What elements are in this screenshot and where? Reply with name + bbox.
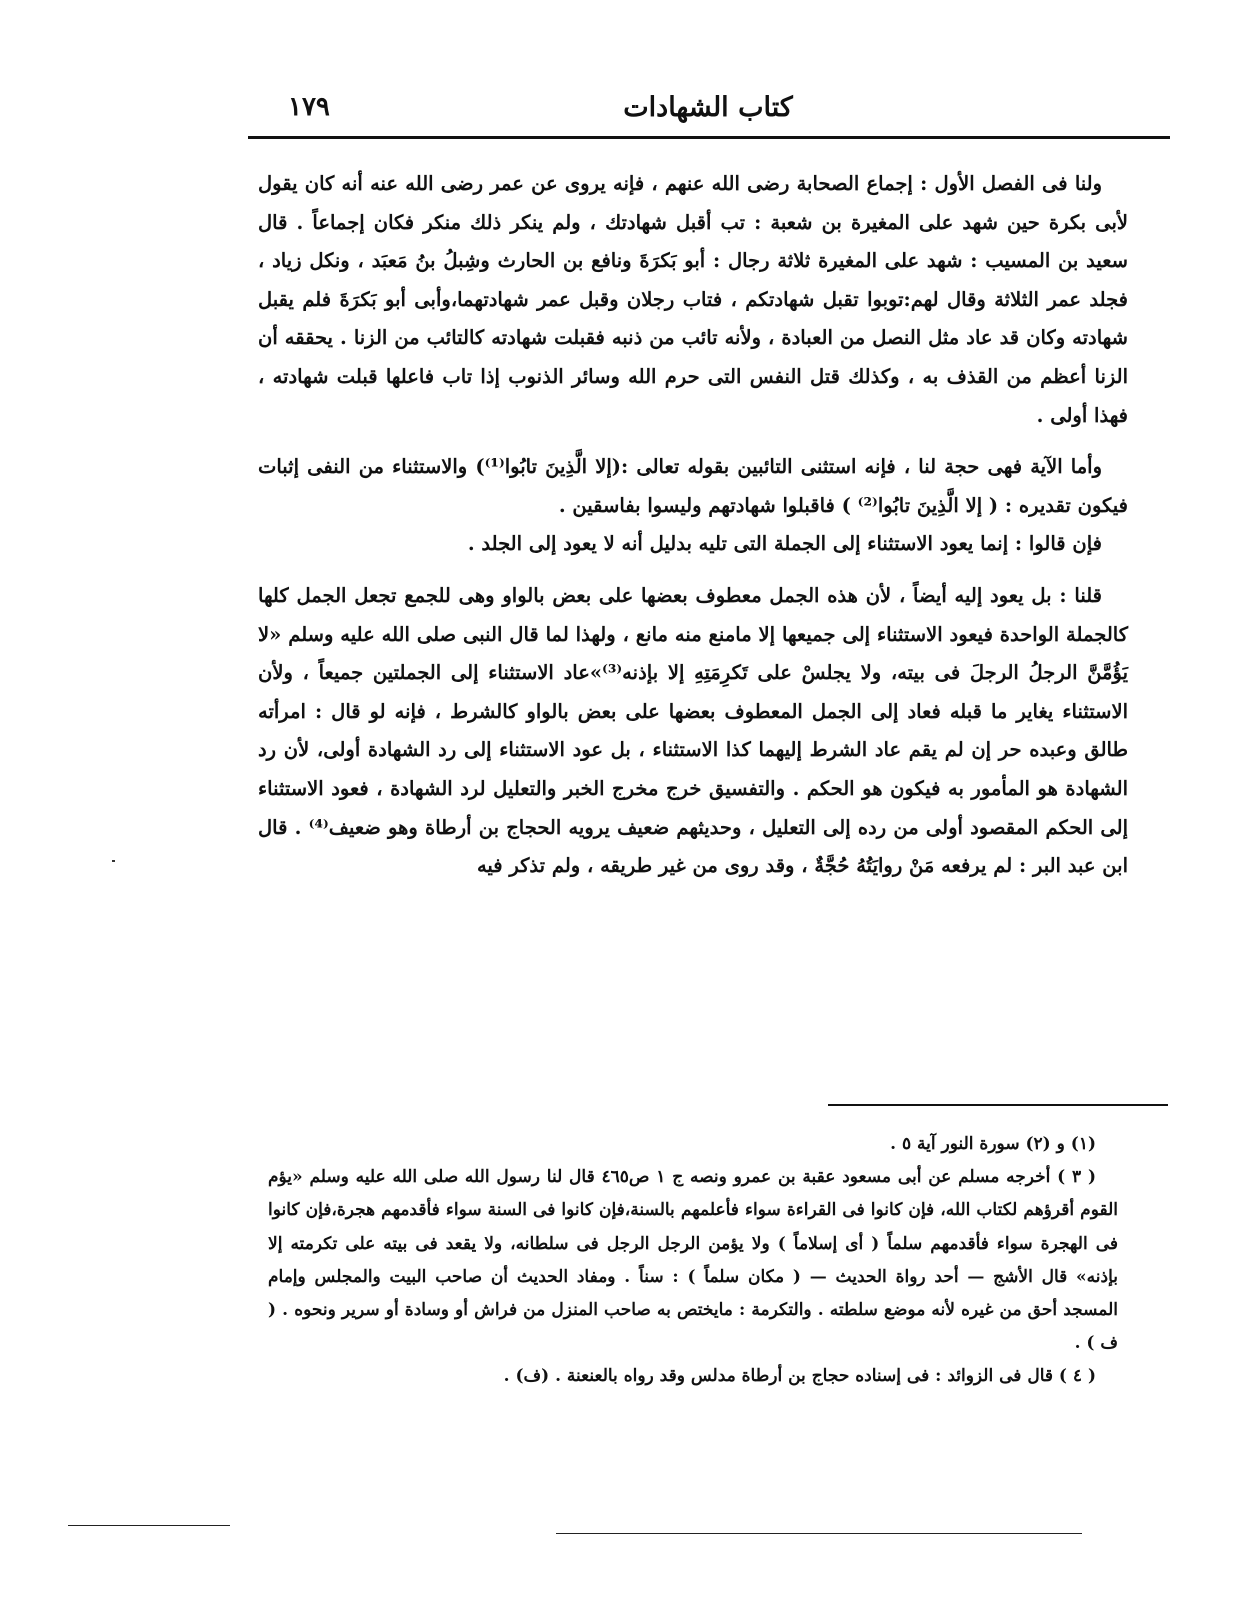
footnote-separator — [828, 1104, 1168, 1106]
running-title: كتاب الشهادات — [623, 92, 793, 123]
page-number: ١٧٩ — [288, 92, 330, 122]
paragraph: ولنا فى الفصل الأول : إجماع الصحابة رضى الله عنهم ، فإنه يروى عن عمر رضى الله عنه أنه كان يقول لأبى بكرة حين شهد على المغيرة بن شعبة : تب أقبل شهادتك ، ولم ينكر ذلك منكر فكان إجماعاً . قال سعيد بن المسيب : شهد على المغيرة ثلاثة رجال : أبو بَكرَةَ ونافع بن الحارث وشِبلُ بنُ مَعبَد ، ونكل زياد ، فجلد عمر الثلاثة وقال لهم:توبوا تقبل شهادتكم ، فتاب رجلان وقبل عمر شهادتهما،وأبى أبو بَكرَةَ فلم يقبل شهادته وكان قد عاد مثل النصل من العبادة ، ولأنه تائب من ذنبه فقبلت شهادته كالتائب من الزنا . يحققه أن الزنا أعظم من القذف به ، وكذلك قتل النفس التى حرم الله وسائر الذنوب إذا تاب فاعلها قبلت شهادته ، فهذا أولى . — [258, 172, 1128, 427]
scan-speck — [112, 860, 115, 862]
bottom-rule-right — [556, 1533, 1082, 1534]
footnote: (١) و (٢) سورة النور آية ٥ . — [890, 1134, 1096, 1154]
paragraph: فإن قالوا : إنما يعود الاستثناء إلى الجملة التى تليه بدليل أنه لا يعود إلى الجلد . — [467, 532, 1102, 556]
footnote: ( ٤ ) قال فى الزوائد : فى إسناده حجاج بن أرطاة مدلس وقد رواه بالعنعنة . (ف) . — [503, 1366, 1096, 1387]
page-header — [248, 88, 1168, 134]
paragraph: قلنا : بل يعود إليه أيضاً ، لأن هذه الجمل معطوف بعضها على بعض بالواو وهى للجمع تجعل الجمل كلها كالجملة الواحدة فيعود الاستثناء إلى جميعها إلا مامنع منه مانع ، ولهذا لما قال النبى صلى الله عليه وسلم «لا يَؤُمَّنَّ الرجلُ الرجلَ فى بيته، ولا يجلسْ على تَكرِمَتِهِ إلا بإذنه⁽³⁾»عاد الاستثناء إلى الجملتين جميعاً ، ولأن الاستثناء يغاير ما قبله فعاد إلى الجمل المعطوف بعضها على بعض بالواو كالشرط ، فإنه لو قال : امرأته طالق وعبده حر إن لم يقم عاد الشرط إليهما كذا الاستثناء ، بل عود الاستثناء إلى رد الشهادة أولى، لأن رد الشهادة هو المأمور به فيكون هو الحكم . والتفسيق خرج مخرج الخبر والتعليل لرد الشهادة ، فعود الاستثناء إلى الحكم المقصود أولى من رده إلى التعليل ، وحديثهم ضعيف يرويه الحجاج بن أرطاة وهو ضعيف⁽⁴⁾ . قال ابن عبد البر : لم يرفعه مَنْ روايَتُهُ حُجَّةٌ ، وقد روى من غير طريقه ، ولم تذكر فيه — [258, 583, 1128, 878]
bottom-rule-left — [68, 1525, 230, 1526]
footnotes — [268, 1128, 1118, 1394]
main-text — [258, 165, 1128, 886]
paragraph: وأما الآية فهى حجة لنا ، فإنه استثنى التائبين بقوله تعالى :(إلا الَّذِينَ تابُوا⁽¹⁾) والاستثناء من النفى إثبات فيكون تقديره : ( إلا الَّذِينَ تابُوا⁽²⁾ ) فاقبلوا شهادتهم وليسوا بفاسقين . — [258, 455, 1128, 517]
footnote: ( ٣ ) أخرجه مسلم عن أبى مسعود عقبة بن عمرو ونصه ج ١ ص٤٦٥ قال لنا رسول الله صلى الله عليه وسلم «يؤم القوم أقرؤهم لكتاب الله، فإن كانوا فى القراءة سواء فأعلمهم بالسنة،فإن كانوا فى السنة سواء فأقدمهم هجرة،فإن كانوا فى الهجرة سواء فأقدمهم سلماً ( أى إسلاماً ) ولا يؤمن الرجل الرجل فى سلطانه، ولا يقعد فى بيته على تكرمته إلا بإذنه» قال الأشج — أحد رواة الحديث — ( مكان سلماً ) : سناً . ومفاد الحديث أن صاحب البيت والمجلس وإمام المسجد أحق من غيره لأنه موضع سلطته . والتكرمة : مايختص به صاحب المنزل من فراش أو وسادة أو سرير ونحوه . ( ف ) . — [268, 1167, 1118, 1354]
header-rule — [248, 136, 1170, 139]
